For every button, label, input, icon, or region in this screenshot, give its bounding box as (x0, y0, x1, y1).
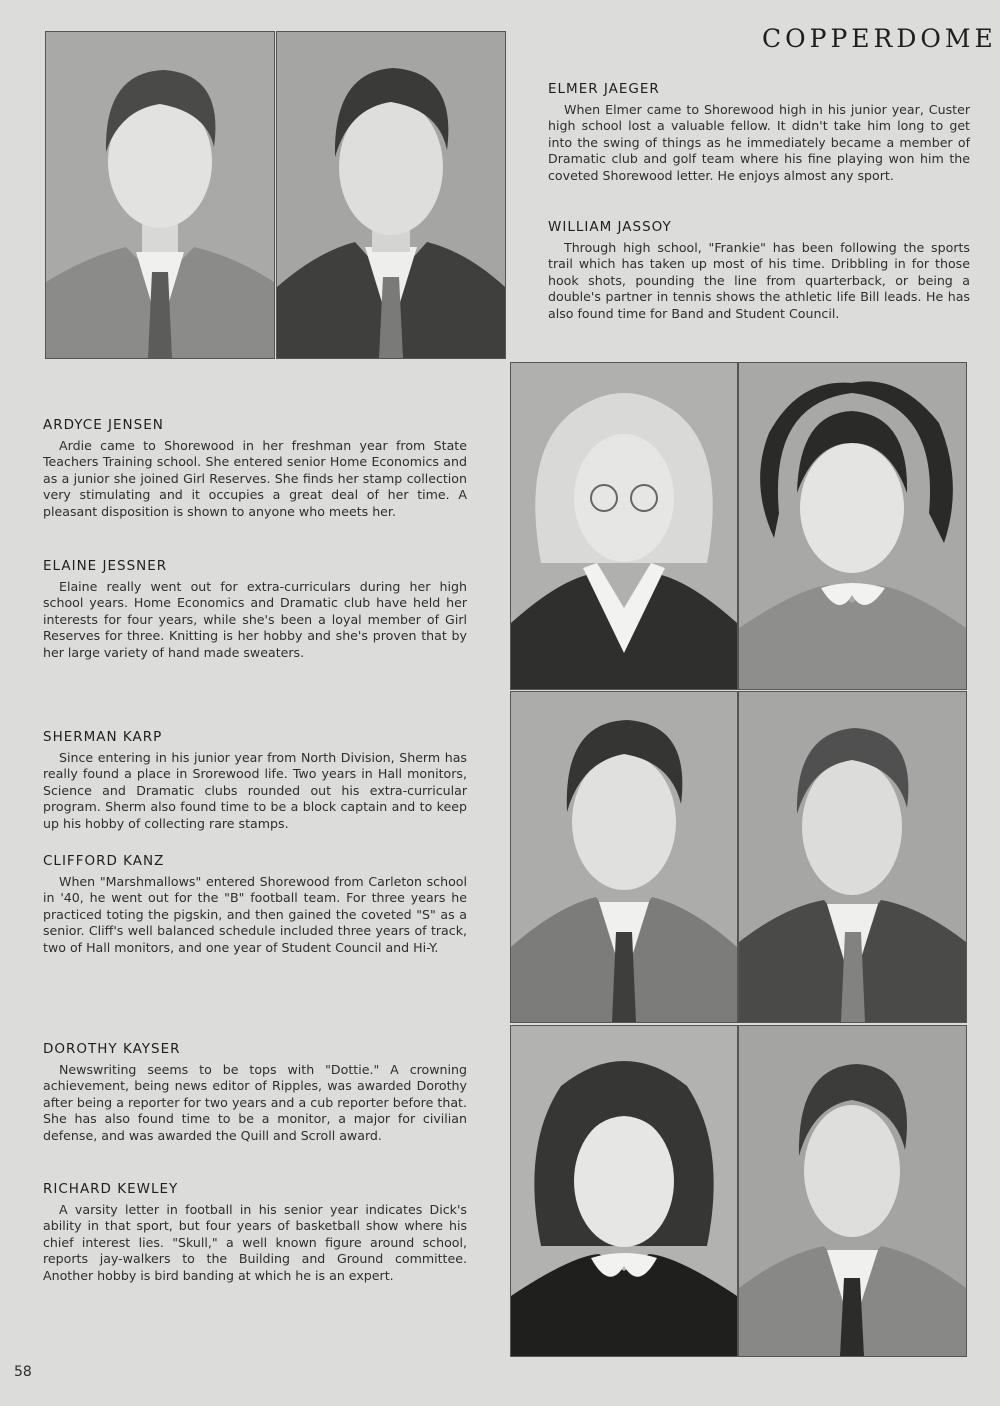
student-bio: When "Marshmallows" entered Shorewood from Carleton school in '40, he went out for the "B" football team. For three years he practiced toting the pigskin, and then gained the coveted "S" as a senior. Cliff's well balanced schedule included three years of track, two of Hall monitors, and one year of Student Council and Hi-Y. (43, 874, 467, 955)
bio-richard-kewley (43, 1181, 467, 1284)
student-name: CLIFFORD KANZ (43, 853, 165, 869)
student-bio: Newswriting seems to be tops with "Dottie." A crowning achievement, being news editor of Ripples, was awarded Dorothy after being a reporter for two years and a cub reporter before that. She has also found time to be a monitor, a major for civilian defense, and was awarded the Quill and Scroll award. (43, 1062, 467, 1143)
student-name: ELMER JAEGER (548, 81, 660, 97)
bio-ardyce-jensen (43, 417, 467, 520)
student-bio: Since entering in his junior year from North Division, Sherm has really found a place in Srorewood life. Two years in Hall monitors, Science and Dramatic clubs rounded out his extra-curricular program. Sherm also found time to be a block captain and to keep up his hobby of collecting rare stamps. (43, 750, 467, 831)
student-bio: Ardie came to Shorewood in her freshman year from State Teachers Training school. She entered senior Home Economics and as a junior she joined Girl Reserves. She finds her stamp collection very stimulating and it occupies a great deal of her time. A pleasant disposition is shown to anyone who meets her. (43, 438, 467, 519)
student-bio: Through high school, "Frankie" has been following the sports trail which has taken up most of his time. Dribbling in for those hook shots, pounding the line from quarterback, or being a double's partner in tennis shows the athletic life Bill leads. He has also found time for Band and Student Council. (548, 240, 970, 321)
student-bio: When Elmer came to Shorewood high in his junior year, Custer high school lost a valuable fellow. It didn't take him long to get into the swing of things as he immediately became a member of Dramatic club and golf team where his fine playing won him the coveted Shorewood letter. He enjoys almost any sport. (548, 102, 970, 183)
student-name: RICHARD KEWLEY (43, 1181, 179, 1197)
student-name: SHERMAN KARP (43, 729, 163, 745)
student-name: ARDYCE JENSEN (43, 417, 164, 433)
bio-clifford-kanz (43, 853, 467, 956)
portrait-photo-sherman-karp (510, 691, 738, 1023)
running-header-title: COPPERDOME (762, 24, 997, 53)
portrait-photo-dorothy-kayser (510, 1025, 738, 1357)
student-name: WILLIAM JASSOY (548, 219, 672, 235)
bio-elaine-jessner (43, 558, 467, 661)
portrait-photo-richard-kewley (738, 1025, 967, 1357)
portrait-photo-william-jassoy (276, 31, 506, 359)
portrait-photo-elmer-jaeger (45, 31, 275, 359)
bio-william-jassoy (548, 219, 970, 322)
student-bio: A varsity letter in football in his senior year indicates Dick's ability in that sport, but four years of basketball show where his chief interest lies. "Skull," a well known figure around school, reports jay-walkers to the Building and Ground committee. Another hobby is bird banding at which he is an expert. (43, 1202, 467, 1283)
student-name: DOROTHY KAYSER (43, 1041, 181, 1057)
bio-elmer-jaeger (548, 81, 970, 184)
bio-dorothy-kayser (43, 1041, 467, 1144)
bio-sherman-karp (43, 729, 467, 832)
portrait-photo-elaine-jessner (738, 362, 967, 690)
page-number: 58 (14, 1364, 32, 1380)
student-bio: Elaine really went out for extra-curriculars during her high school years. Home Economics and Dramatic club have held her interests for four years, while she's been a loyal member of Girl Reserves for three. Knitting is her hobby and she's proven that by her large variety of hand made sweaters. (43, 579, 467, 660)
portrait-photo-ardyce-jensen (510, 362, 738, 690)
student-name: ELAINE JESSNER (43, 558, 168, 574)
portrait-photo-clifford-kanz (738, 691, 967, 1023)
